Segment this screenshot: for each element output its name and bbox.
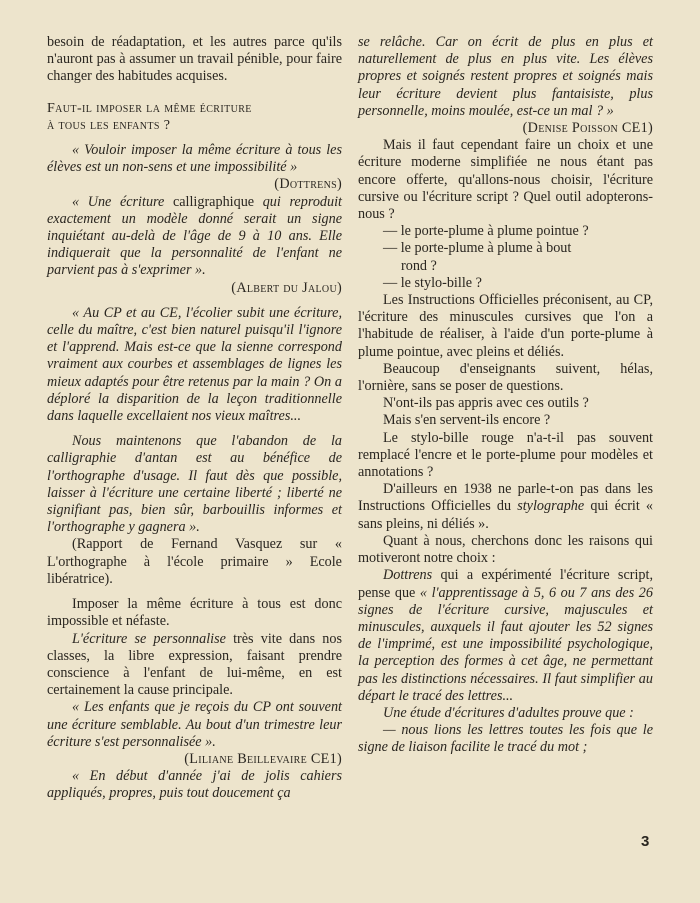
list-item: — le porte-plume à plume pointue ?	[383, 223, 589, 240]
paragraph: Dottrens qui a expérimenté l'écriture script, pense que « l'apprentissage à 5, 6 ou 7 ans des 26 signes de l'écriture cursive, majuscules et minuscules, auxquels il faut ajouter les 52 signes de l'imprimé, est une impossibilité psychologique, la perception des formes à cet âge, ne permettant pas les distinctions nécessaires. Il faut simplifier au départ le tracé des lettres...	[358, 567, 653, 704]
quote-dottrens	[47, 142, 342, 176]
page-number: 3	[641, 833, 650, 850]
heading-line: à tous les enfants ?	[47, 117, 171, 133]
paragraph: L'écriture se personnalise très vite dans nos classes, la libre expression, faisant prendre conscience à l'enfant de lui-même, en est certainement la cause principale.	[47, 630, 343, 699]
paragraph: Beaucoup d'enseignants suivent, hélas, l'ornière, sans se poser de questions.	[358, 360, 653, 395]
quote-vasquez: « Au CP et au CE, l'écolier subit une écriture, celle du maître, c'est bien naturel puisqu'il l'ignore et l'apprend. Mais est-ce que la sienne correspond vraiment aux courbes et assemblages de lignes les mieux adaptés pour être retenus par la main ? On a déploré la disparition de la leçon traditionnelle dans laquelle excellaient nos vieux maîtres...	[47, 304, 342, 425]
left-column	[47, 34, 342, 803]
paragraph: Les Instructions Officielles préconisent, au CP, l'écriture des minuscules cursives que l'on a l'habitude de réaliser, à l'aide d'un porte-plume à plume pointue, avec pleins et déliés.	[358, 292, 653, 360]
quote-poisson-cont: se relâche. Car on écrit de plus en plus et naturellement de plus en plus vite. Les élèves propres et soignés restent propres et soignés mais leur écriture devient plus fantaisiste, plus personnelle, moins moulée, est-ce un mal ? »	[358, 34, 653, 119]
quote-poisson: « En début d'année j'ai de jolis cahiers appliqués, propres, puis tout doucement ça	[47, 768, 342, 802]
paragraph: Imposer la même écriture à tous est donc impossible et néfaste.	[47, 596, 342, 630]
paragraph: Mais s'en servent-ils encore ?	[383, 412, 551, 429]
quote-author: (Dottrens)	[274, 176, 342, 193]
list-item-cont: rond ?	[401, 257, 437, 274]
quote-text: « Vouloir imposer la même écriture à tous les élèves est un non-sens et une impossibilité »	[47, 142, 342, 176]
paragraph: Une étude d'écritures d'adultes prouve que :	[383, 704, 634, 721]
paragraph: Mais il faut cependant faire un choix et une écriture moderne simplifiée ne nous étant pas encore offerte, qu'allons-nous choisir, l'écriture cursive ou l'écriture script ? Quel outil adopterons-nous ?	[358, 137, 653, 223]
quote-author: (Albert du Jalou)	[231, 279, 342, 296]
quote-vasquez-cont: Nous maintenons que l'abandon de la calligraphie d'antan est au bénéfice de l'orthographe d'usage. Il faut dès que possible, laisser à l'écriture une certaine liberté ; liberté ne signifiant pas, bien sûr, barbouillis informes et l'orthographe y gagnera ».	[47, 433, 342, 536]
paragraph: D'ailleurs en 1938 ne parle-t-on pas dans les Instructions Officielles du stylographe qui écrit « sans pleins, ni déliés ».	[358, 481, 654, 532]
list-item: — le stylo-bille ?	[383, 274, 482, 291]
quote-beillevaire: « Les enfants que je reçois du CP ont souvent une écriture semblable. Au bout d'un trimestre leur écriture s'est personnalisée ».	[47, 699, 342, 750]
quote-source: (Rapport de Fernand Vasquez sur « L'orthographe à l'école primaire » Ecole libératrice).	[47, 536, 342, 587]
list-item: — le porte-plume à plume à bout	[383, 240, 572, 257]
right-column	[358, 34, 653, 757]
paragraph: — nous lions les lettres toutes les fois que le signe de liaison facilite le tracé du mot ;	[358, 722, 653, 756]
quote-author: (Liliane Beillevaire CE1)	[184, 750, 342, 767]
paragraph: Quant à nous, cherchons donc les raisons qui motiveront notre choix :	[358, 532, 653, 567]
section-heading	[47, 100, 342, 134]
paragraph: besoin de réadaptation, et les autres parce qu'ils n'auront pas à assumer un travail pénible, pour faire changer des habitudes acquises.	[47, 34, 342, 85]
quote-du-jalou: « Une écriture calligraphique qui reproduit exactement un modèle donné serait un signe inquiétant au-delà de l'âge de 9 à 10 ans. Elle indiquerait que la personnalité de l'enfant ne parvient pas à s'exprimer ».	[47, 193, 342, 279]
quote-author: (Denise Poisson CE1)	[522, 120, 653, 137]
paragraph: N'ont-ils pas appris avec ces outils ?	[383, 395, 589, 412]
heading-line: Faut-il imposer la même écriture	[47, 100, 252, 116]
paragraph: Le stylo-bille rouge n'a-t-il pas souvent remplacé l'encre et le porte-plume pour modèles et annotations ?	[358, 429, 653, 481]
